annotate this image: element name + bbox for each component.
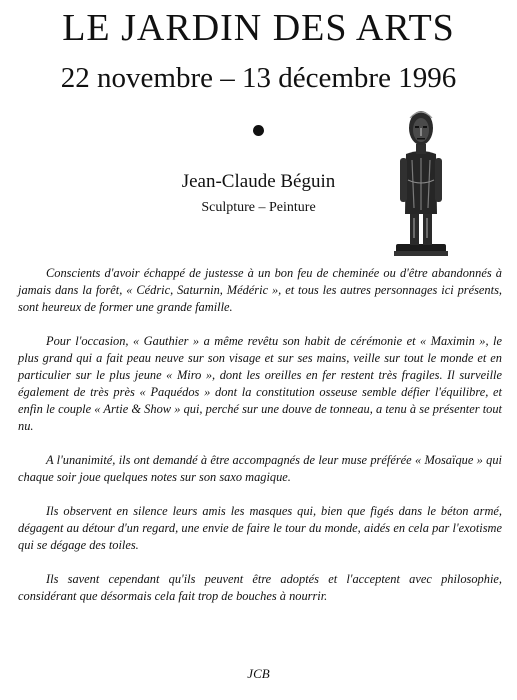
bullet-dot [253,125,264,136]
body-text [18,265,502,622]
signature: JCB [247,666,270,681]
paragraph: Pour l'occasion, « Gauthier » a même revêtu son habit de cérémonie et « Maximin », le plus grand qui a fait peau neuve sur son visage et sur ses mains, veille sur tout le monde et en particulier sur le plus jeune « Miro », dont les oreilles en fer restent très fragiles. Il surveille également de très près « Paquédos » dont la constitution osseuse semble défier l'équilibre, et enfin le couple « Artie & Show » qui, perché sur une douve de tonneau, a tenu à se présenter tout nu. [18,334,502,433]
artist-discipline: Sculpture – Peinture [201,200,316,215]
paragraph: Conscients d'avoir échappé de justesse à un bon feu de cheminée ou d'être abandonnés à jamais dans la forêt, « Cédric, Saturnin, Médéric », et tous les autres personnages ici présents, sont heureux de former une grande famille. [18,266,502,314]
exhibition-title: LE JARDIN DES ARTS [62,7,455,49]
paragraph: A l'unanimité, ils ont demandé à être accompagnés de leur muse préférée « Mosaïque » qui chaque soir joue quelques notes sur son saxo magique. [18,453,502,484]
paragraph: Ils savent cependant qu'ils peuvent être adoptés et l'acceptent avec philosophie, considérant que désormais cela fait trop de bouches à nourrir. [18,572,502,603]
exhibition-dates: 22 novembre – 13 décembre 1996 [60,62,457,94]
artist-name: Jean-Claude Béguin [181,171,336,192]
wooden-figure-sculpture-image [390,108,452,260]
paragraph: Ils observent en silence leurs amis les masques qui, bien que figés dans le béton armé, dégagent au détour d'un regard, une envie de faire le tour du monde, aidés en cela par l'exotisme qui se dégage des toiles. [18,504,502,552]
